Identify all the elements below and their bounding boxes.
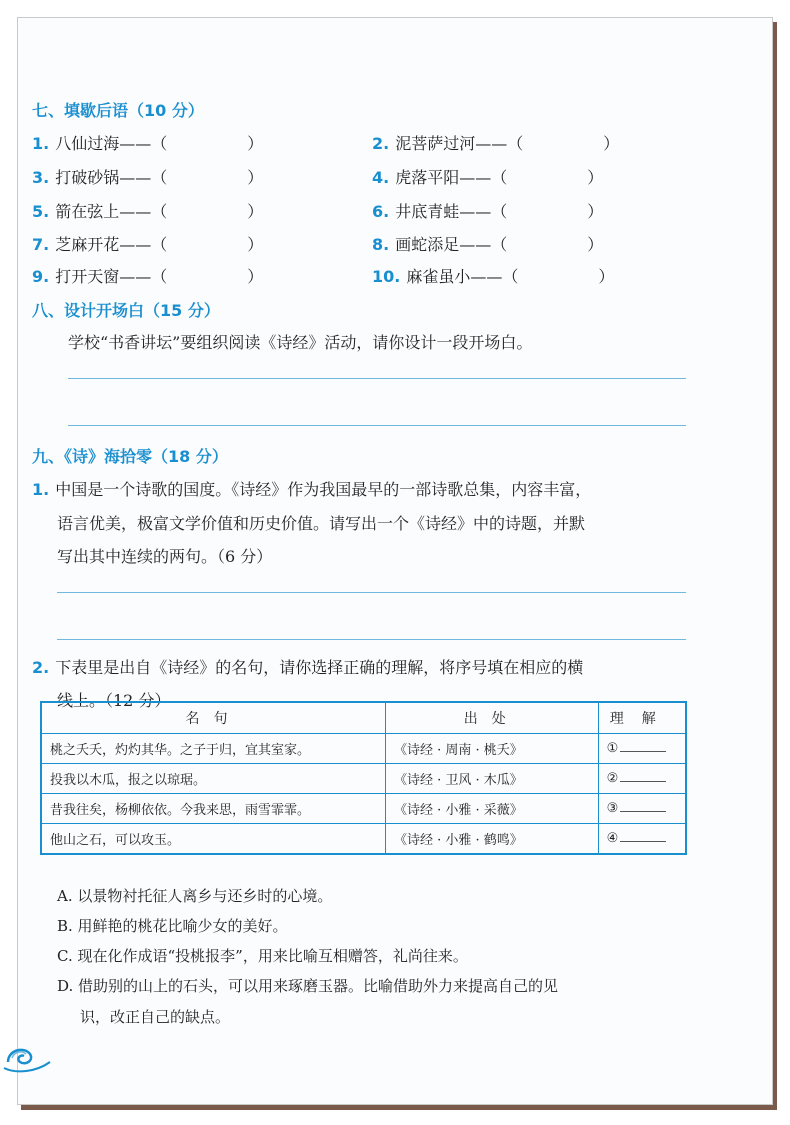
option-b: B. 用鲜艳的桃花比喻少女的美好。 (57, 917, 288, 935)
table-row (41, 794, 686, 824)
idiom-item-5: 5. 箭在弦上——（ ） (32, 202, 264, 221)
source-cell: 《诗经 · 周南 · 桃夭》 (385, 734, 598, 764)
table-row (41, 734, 686, 764)
idiom-item-1: 1. 八仙过海——（ ） (32, 134, 264, 153)
column-header: 名句 (41, 702, 385, 734)
source-cell: 《诗经 · 卫风 · 木瓜》 (385, 764, 598, 794)
section-9-title: 九、《诗》海拾零（18 分） (32, 447, 228, 466)
q2-line-1: 2. 下表里是出自《诗经》的名句，请你选择正确的理解，将序号填在相应的横 (32, 658, 584, 677)
option-c: C. 现在化作成语“投桃报李”，用来比喻互相赠答，礼尚往来。 (57, 947, 468, 965)
poetry-table (40, 701, 687, 855)
answer-line[interactable] (57, 592, 686, 593)
answer-cell[interactable]: ② (598, 764, 686, 794)
answer-line[interactable] (57, 639, 686, 640)
idiom-item-7: 7. 芝麻开花——（ ） (32, 235, 264, 254)
idiom-item-6: 6. 井底青蛙——（ ） (372, 202, 604, 221)
table-row (41, 764, 686, 794)
quote-cell: 投我以木瓜，报之以琼琚。 (41, 764, 385, 794)
answer-line[interactable] (68, 378, 686, 379)
option-a: A. 以景物衬托征人离乡与还乡时的心境。 (57, 887, 333, 905)
source-cell: 《诗经 · 小雅 · 鹤鸣》 (385, 824, 598, 855)
answer-cell[interactable]: ③ (598, 794, 686, 824)
quote-cell: 他山之石，可以攻玉。 (41, 824, 385, 855)
answer-line[interactable] (68, 425, 686, 426)
column-header: 出处 (385, 702, 598, 734)
q1-line-1: 1. 中国是一个诗歌的国度。《诗经》作为我国最早的一部诗歌总集，内容丰富， (32, 480, 592, 499)
idiom-item-10: 10. 麻雀虽小——（ ） (372, 267, 615, 286)
q2-line-2: 线上。（12 分） (57, 691, 171, 710)
source-cell: 《诗经 · 小雅 · 采薇》 (385, 794, 598, 824)
option-d-continued: 识，改正自己的缺点。 (80, 1008, 231, 1026)
column-header: 理解 (598, 702, 686, 734)
idiom-item-8: 8. 画蛇添足——（ ） (372, 235, 604, 254)
answer-cell[interactable]: ① (598, 734, 686, 764)
quote-cell: 桃之夭夭，灼灼其华。之子于归，宜其室家。 (41, 734, 385, 764)
table-header-row (41, 702, 686, 734)
idiom-item-4: 4. 虎落平阳——（ ） (372, 168, 604, 187)
answer-cell[interactable]: ④ (598, 824, 686, 855)
option-d: D. 借助别的山上的石头，可以用来琢磨玉器。比喻借助外力来提高自己的见 (57, 977, 559, 995)
quote-cell: 昔我往矣，杨柳依依。今我来思，雨雪霏霏。 (41, 794, 385, 824)
table-row (41, 824, 686, 855)
idiom-item-9: 9. 打开天窗——（ ） (32, 267, 264, 286)
q1-line-2: 语言优美，极富文学价值和历史价值。请写出一个《诗经》中的诗题，并默 (57, 514, 586, 533)
idiom-item-3: 3. 打破砂锅——（ ） (32, 168, 264, 187)
q1-line-3: 写出其中连续的两句。（6 分） (57, 547, 273, 566)
section-7-title: 七、填歇后语（10 分） (32, 101, 204, 120)
wave-decoration-icon (2, 1032, 54, 1076)
section-8-prompt: 学校“书香讲坛”要组织阅读《诗经》活动，请你设计一段开场白。 (68, 333, 533, 352)
idiom-item-2: 2. 泥菩萨过河——（ ） (372, 134, 620, 153)
section-8-title: 八、设计开场白（15 分） (32, 301, 220, 320)
